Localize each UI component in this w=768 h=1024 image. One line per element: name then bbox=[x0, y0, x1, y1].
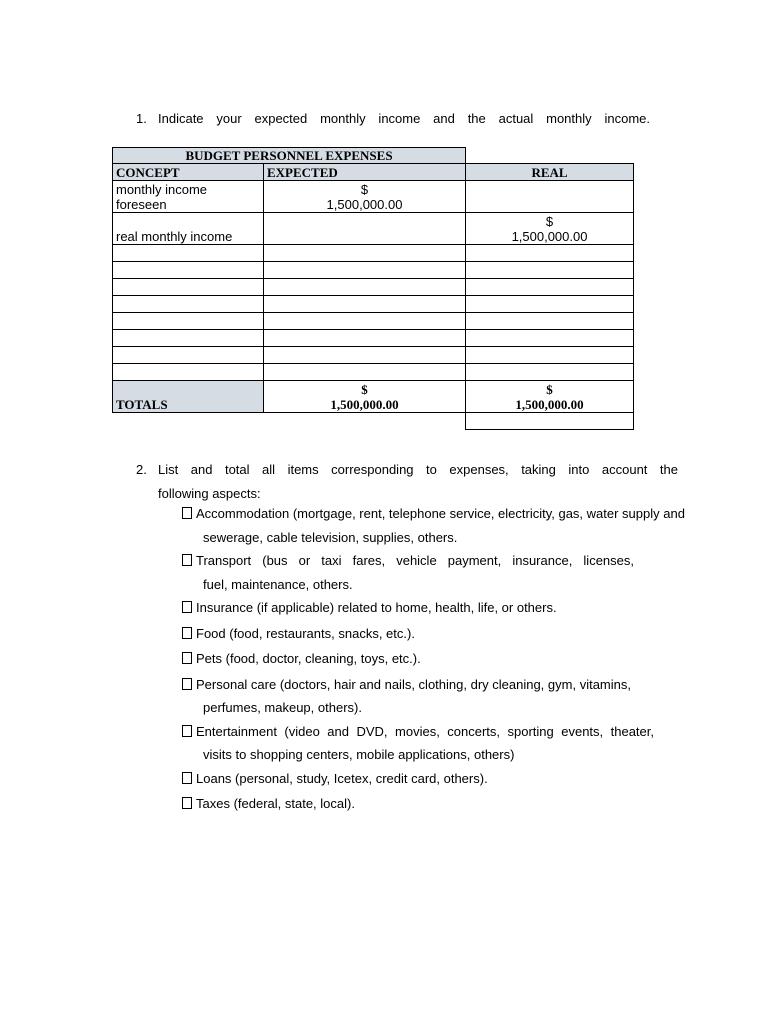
question-2-number: 2. bbox=[136, 462, 147, 477]
aspect-text: Personal care (doctors, hair and nails, clothing, dry cleaning, gym, vitamins, bbox=[196, 676, 631, 692]
totals-expected-currency: $ bbox=[361, 382, 368, 397]
totals-real-cell bbox=[466, 381, 634, 413]
aspect-text: Pets (food, doctor, cleaning, toys, etc.). bbox=[196, 651, 421, 666]
header-concept: CONCEPT bbox=[113, 164, 264, 181]
empty-row bbox=[113, 296, 634, 313]
list-item bbox=[182, 720, 710, 767]
totals-real-amount: 1,500,000.00 bbox=[515, 397, 584, 412]
aspect-text-continued: visits to shopping centers, mobile applications, others) bbox=[203, 747, 515, 762]
empty-row bbox=[113, 279, 634, 296]
table-title-spacer bbox=[466, 148, 634, 164]
aspect-text: Loans (personal, study, Icetex, credit card, others). bbox=[196, 770, 488, 786]
header-expected: EXPECTED bbox=[264, 164, 466, 181]
table-header-row bbox=[113, 164, 634, 181]
aspect-text-continued: perfumes, makeup, others). bbox=[203, 700, 362, 715]
question-1-number: 1. bbox=[136, 111, 147, 126]
table-row bbox=[113, 213, 634, 245]
aspects-list bbox=[182, 502, 710, 816]
checkbox-icon bbox=[182, 772, 192, 784]
list-item bbox=[182, 792, 710, 816]
list-item bbox=[182, 502, 710, 549]
totals-label: TOTALS bbox=[113, 381, 264, 413]
row-real-cell bbox=[466, 181, 634, 213]
empty-row bbox=[113, 330, 634, 347]
row-expected-amount: 1,500,000.00 bbox=[326, 197, 403, 212]
aspect-text: Accommodation (mortgage, rent, telephone service, electricity, gas, water supply and bbox=[196, 506, 685, 521]
trailing-cell bbox=[466, 413, 634, 430]
row-expected-cell bbox=[264, 213, 466, 245]
question-2-line1: List and total all items corresponding to expenses, taking into account the bbox=[158, 462, 678, 477]
aspect-text: Entertainment (video and DVD, movies, concerts, sporting events, theater, bbox=[196, 723, 654, 739]
empty-row bbox=[113, 245, 634, 262]
row-real-amount: 1,500,000.00 bbox=[511, 229, 588, 244]
checkbox-icon bbox=[182, 797, 192, 809]
table-title: BUDGET PERSONNEL EXPENSES bbox=[113, 148, 466, 164]
checkbox-icon bbox=[182, 554, 192, 566]
checkbox-icon bbox=[182, 601, 192, 613]
row-concept-line2: foreseen bbox=[116, 197, 167, 212]
question-1-text: Indicate your expected monthly income and the actual monthly income. bbox=[158, 111, 650, 126]
header-real: REAL bbox=[466, 164, 634, 181]
row-expected-cell bbox=[264, 181, 466, 213]
row-expected-currency: $ bbox=[360, 182, 369, 197]
checkbox-icon bbox=[182, 678, 192, 690]
table-title-row bbox=[113, 148, 634, 164]
aspect-text: Transport (bus or taxi fares, vehicle payment, insurance, licenses, bbox=[196, 553, 634, 568]
totals-row bbox=[113, 381, 634, 413]
empty-row bbox=[113, 364, 634, 381]
aspect-text: Taxes (federal, state, local). bbox=[196, 796, 355, 811]
list-item bbox=[182, 596, 710, 620]
list-item bbox=[182, 647, 710, 671]
list-item bbox=[182, 767, 710, 791]
checkbox-icon bbox=[182, 652, 192, 664]
list-item bbox=[182, 673, 710, 720]
row-concept-line2: real monthly income bbox=[116, 229, 233, 244]
aspect-text-continued: fuel, maintenance, others. bbox=[203, 576, 353, 592]
trailing-row bbox=[113, 413, 634, 430]
checkbox-icon bbox=[182, 507, 192, 519]
empty-row bbox=[113, 313, 634, 330]
aspect-text: Insurance (if applicable) related to home, health, life, or others. bbox=[196, 600, 557, 615]
row-real-currency: $ bbox=[545, 214, 554, 229]
row-concept-line1: monthly income bbox=[116, 182, 208, 197]
list-item bbox=[182, 549, 710, 596]
row-concept-cell bbox=[113, 213, 264, 245]
list-item bbox=[182, 622, 710, 646]
checkbox-icon bbox=[182, 725, 192, 737]
aspect-text-continued: sewerage, cable television, supplies, others. bbox=[203, 529, 458, 545]
question-2-line2: following aspects: bbox=[158, 486, 261, 501]
row-real-cell bbox=[466, 213, 634, 245]
aspect-text: Food (food, restaurants, snacks, etc.). bbox=[196, 625, 415, 641]
totals-real-currency: $ bbox=[546, 382, 553, 397]
empty-row bbox=[113, 347, 634, 364]
budget-table bbox=[112, 147, 634, 430]
row-concept-cell bbox=[113, 181, 264, 213]
totals-expected-amount: 1,500,000.00 bbox=[330, 397, 399, 412]
totals-expected-cell bbox=[264, 381, 466, 413]
checkbox-icon bbox=[182, 627, 192, 639]
empty-row bbox=[113, 262, 634, 279]
table-row bbox=[113, 181, 634, 213]
